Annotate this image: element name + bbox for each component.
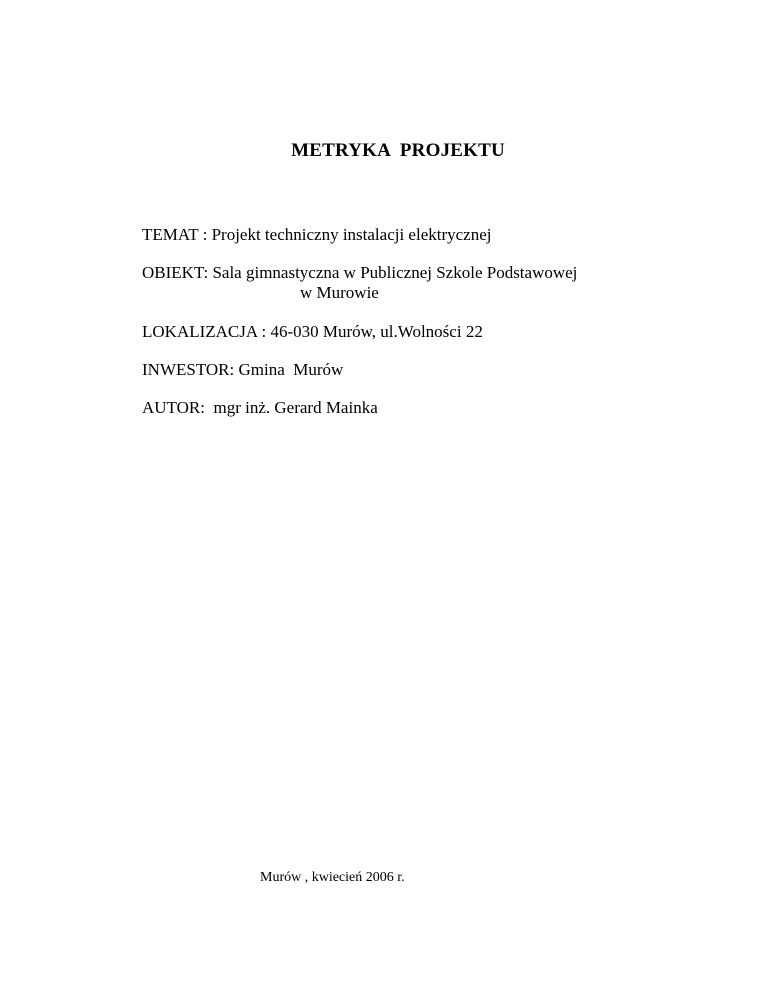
- topic-line: TEMAT : Projekt techniczny instalacji elektrycznej: [142, 225, 492, 244]
- investor-line: INWESTOR: Gmina Murów: [142, 360, 344, 379]
- place-date-footer: Murów , kwiecień 2006 r.: [260, 870, 405, 885]
- object-line-continuation: w Murowie: [300, 283, 379, 302]
- page-title: METRYKA PROJEKTU: [291, 140, 505, 161]
- author-line: AUTOR: mgr inż. Gerard Mainka: [142, 398, 378, 417]
- location-line: LOKALIZACJA : 46-030 Murów, ul.Wolności 22: [142, 322, 483, 341]
- object-line: OBIEKT: Sala gimnastyczna w Publicznej Szkole Podstawowej: [142, 263, 578, 282]
